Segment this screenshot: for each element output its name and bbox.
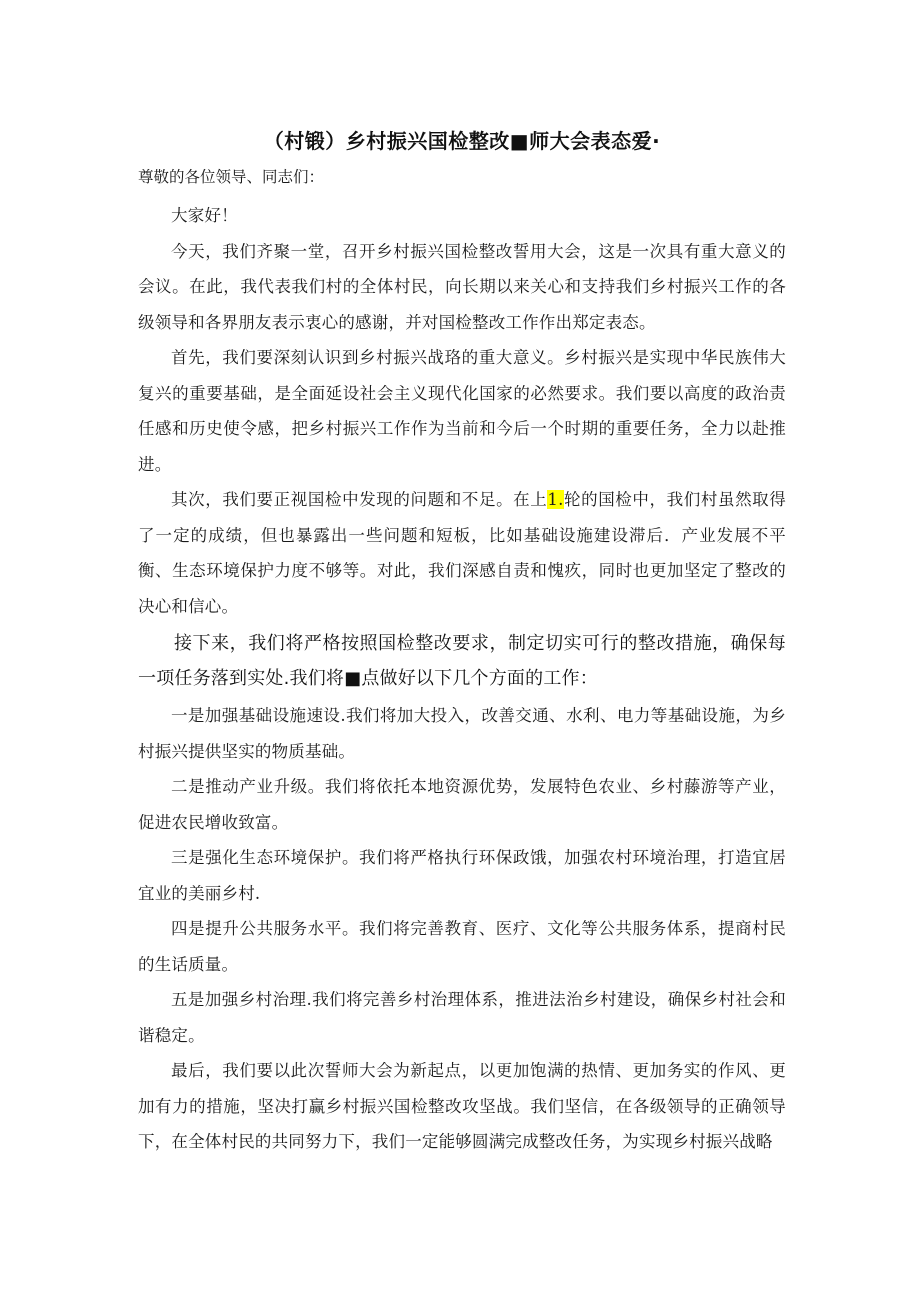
document-title: （村锻）乡村振兴国检整改■师大会表态爱·: [263, 129, 661, 153]
paragraph-problems-text-2: 轮的国检中，我们村虽然取得了一定的成绩，但也暴露出一些问题和短板，比如基础设施建设滞后．产业发展不平衡、生态环境保护力度不够等。对此，我们深感自责和愧疚，同时也更加坚定了整改的决心和信心。: [138, 490, 786, 616]
highlighted-text: 1.: [547, 490, 564, 509]
paragraph-next-steps: 接下来，我们将严格按照国检整改要求，制定切实可行的整改措施，确保每一项任务落到实处.我们将■点做好以下几个方面的工作：: [138, 633, 786, 689]
list-item-governance: 五是加强乡村治理.我们将完善乡村治理体系，推进法治乡村建设，确保乡村社会和谐稳定。: [138, 990, 786, 1045]
list-item-infrastructure: 一是加强基础设施速设.我们将加大投入，改善交通、水利、电力等基础设施，为乡村振兴提供坚实的物质基础。: [138, 706, 786, 761]
greeting: 大家好！: [171, 206, 238, 225]
paragraph-significance: 首先，我们要深刻认识到乡村振兴战珞的重大意义。乡村振兴是实现中华民族伟大复兴的重要基础，是全面延设社会主义现代化国家的必然要求。我们要以高度的政治责任感和历史使令感，把乡村振兴工作作为当前和今后一个时期的重要任务，全力以赴推进。: [138, 348, 786, 474]
paragraph-opening: 今天，我们齐聚一堂，召开乡村振兴国检整改誓用大会，这是一次具有重大意义的会议。在此，我代表我们村的全体村民，向长期以来关心和支持我们乡村振兴工作的各级领导和各界朋友表示衷心的感谢，并对国检整改工作作出郑定表态。: [138, 241, 786, 332]
salutation: 尊敬的各位领导、同志们：: [138, 168, 325, 186]
document-page: [138, 126, 786, 1160]
paragraph-problems: [138, 482, 786, 624]
list-item-industry: 二是推动产业升级。我们将依托本地资源优势，发展特色农业、乡村藤游等产业，促进农民增收致富。: [138, 777, 786, 832]
paragraph-problems-text-1: 其次，我们要正视国检中发现的问题和不足。在上: [171, 490, 548, 509]
list-item-public-services: 四是提升公共服务水平。我们将完善教育、医疗、文化等公共服务体系，提商村民的生话质量。: [138, 919, 786, 974]
list-item-environment: 三是强化生态环境保护。我们将严格执行环保政饿，加强农村环境治理，打造宜居宜业的美丽乡村.: [138, 848, 786, 903]
paragraph-closing: 最后，我们要以此次誓师大会为新起点，以更加饱满的热情、更加务实的作风、更加有力的措施，坚决打赢乡村振兴国检整改攻坚战。我们坚信，在各级领导的正确领导下，在全体村民的共同努力下，我们一定能够圆满完成整改任务，为实现乡村振兴战略: [138, 1061, 786, 1151]
